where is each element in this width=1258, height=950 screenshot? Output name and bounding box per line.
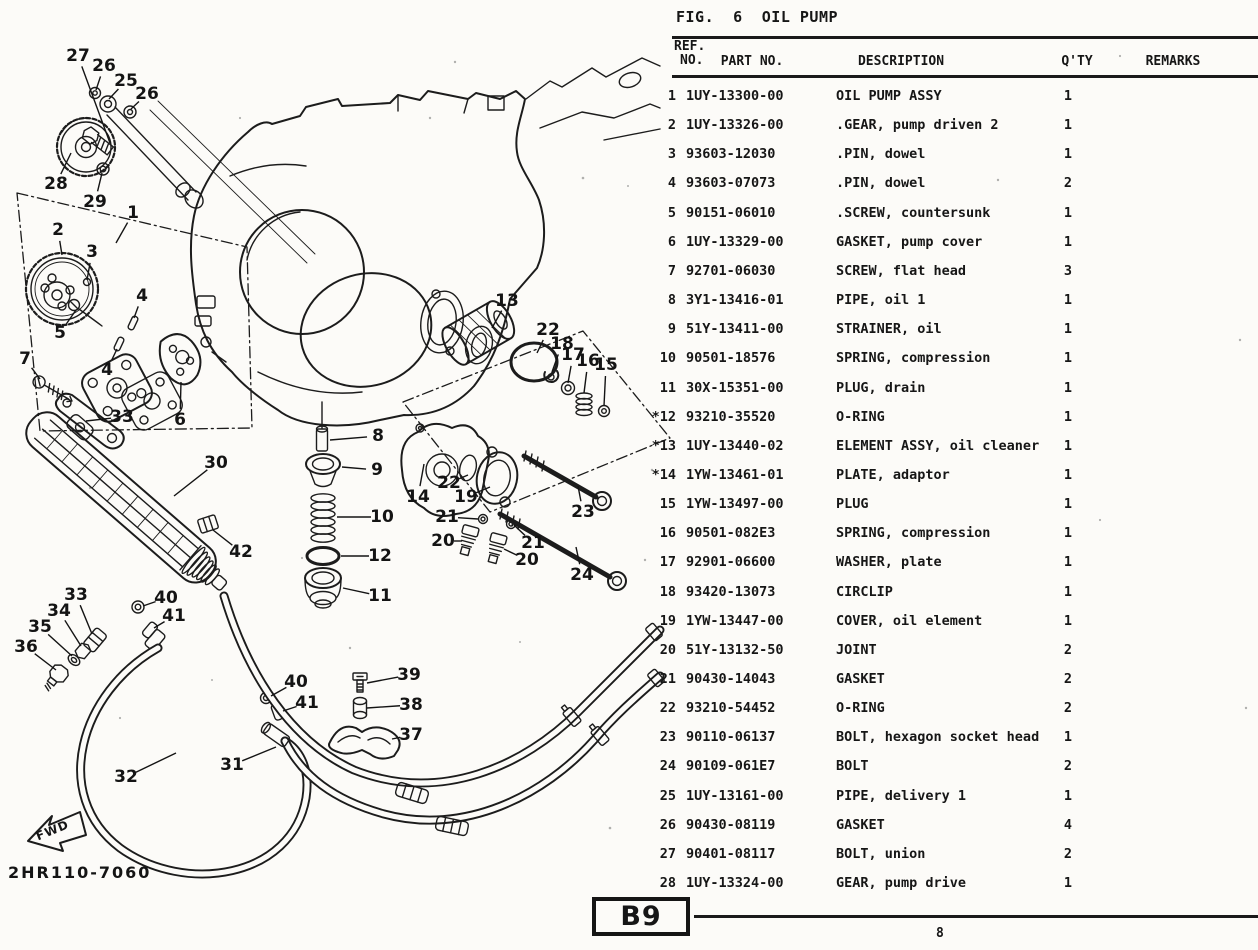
- callout-label: 34: [47, 601, 71, 621]
- table-row: [0, 175, 1258, 197]
- part-cell: 30X-15351-00: [686, 379, 784, 396]
- table-row: [0, 525, 1258, 547]
- qty-cell: 2: [1063, 671, 1073, 687]
- ref-cell: 19: [659, 612, 676, 629]
- callout-label: 36: [14, 637, 38, 657]
- qty-cell: 1: [1063, 554, 1073, 571]
- table-row: [0, 263, 1258, 285]
- ref-cell: 20: [659, 641, 676, 658]
- callout-label: 1: [127, 203, 139, 223]
- ref-cell: *14: [651, 466, 676, 483]
- ref-cell: *13: [651, 437, 676, 454]
- qty-cell: 1: [1063, 437, 1073, 454]
- ref-cell: 17: [659, 554, 676, 571]
- qty-cell: 1: [1063, 379, 1073, 396]
- table-row: [0, 146, 1258, 168]
- desc-cell: CIRCLIP: [836, 583, 893, 600]
- qty-cell: 1: [1063, 525, 1073, 542]
- callout-label: 12: [368, 546, 392, 566]
- desc-cell: .PIN, dowel: [836, 175, 926, 192]
- part-cell: 90401-08117: [686, 845, 776, 862]
- callout-label: 41: [295, 693, 319, 713]
- callout-label: 13: [495, 291, 519, 311]
- qty-cell: 3: [1063, 262, 1073, 279]
- part-cell: 51Y-13132-50: [686, 641, 784, 658]
- ref-cell: 24: [659, 758, 676, 775]
- callout-label: 22: [536, 320, 560, 340]
- qty-cell: 1: [1063, 875, 1073, 892]
- qty-cell: 1: [1063, 408, 1073, 425]
- table-row: [0, 758, 1258, 780]
- callout-label: 6: [174, 410, 186, 430]
- callout-label: 27: [66, 46, 90, 66]
- qty-cell: 4: [1063, 816, 1073, 833]
- qty-cell: 1: [1063, 729, 1073, 746]
- callout-label: 3: [86, 242, 98, 262]
- part-cell: 90501-082E3: [686, 525, 776, 542]
- part-cell: 90430-14043: [686, 671, 776, 687]
- part-cell: 1UY-13326-00: [686, 117, 784, 134]
- part-cell: 1YW-13447-00: [686, 612, 784, 629]
- ref-cell: 4: [667, 175, 676, 192]
- callout-label: 29: [83, 192, 107, 212]
- desc-cell: SCREW, flat head: [836, 262, 967, 279]
- table-row: [0, 321, 1258, 343]
- drawing-number: 2HR110-7060: [8, 863, 152, 882]
- section-badge: B9: [592, 897, 690, 936]
- part-cell: 93210-35520: [686, 408, 776, 425]
- part-cell: 1UY-13440-02: [686, 437, 784, 454]
- qty-cell: 1: [1063, 496, 1073, 513]
- part-cell: 93210-54452: [686, 700, 776, 717]
- ref-header-line1: REF.: [674, 39, 706, 54]
- callout-label: 9: [371, 460, 383, 480]
- table-row: [0, 438, 1258, 460]
- part-cell: 51Y-13411-00: [686, 321, 784, 338]
- desc-cell: ELEMENT ASSY, oil cleaner: [836, 437, 1040, 454]
- ref-cell: 2: [667, 117, 676, 134]
- part-cell: 90151-06010: [686, 204, 776, 221]
- callout-label: 18: [550, 334, 574, 354]
- part-cell: 90501-18576: [686, 350, 776, 367]
- callout-label: 28: [44, 174, 68, 194]
- desc-cell: OIL PUMP ASSY: [836, 88, 942, 104]
- ref-cell: 25: [659, 787, 676, 804]
- callout-label: 25: [114, 71, 138, 91]
- desc-cell: .SCREW, countersunk: [836, 204, 991, 221]
- qty-cell: 1: [1063, 612, 1073, 629]
- desc-cell: JOINT: [836, 641, 877, 658]
- qty-cell: 1: [1063, 350, 1073, 367]
- callout-label: 35: [28, 617, 52, 637]
- table-row: [0, 729, 1258, 751]
- qty-cell: 2: [1063, 758, 1073, 775]
- callout-label: 20: [515, 550, 539, 570]
- callout-label: 4: [136, 286, 148, 306]
- ref-cell: 26: [659, 816, 676, 833]
- qty-cell: 1: [1063, 146, 1073, 163]
- column-header-description: DESCRIPTION: [857, 54, 945, 69]
- table-row: [0, 292, 1258, 314]
- table-row: [0, 642, 1258, 664]
- table-row: [0, 875, 1258, 897]
- part-cell: 93420-13073: [686, 583, 776, 600]
- desc-cell: O-RING: [836, 700, 885, 717]
- desc-cell: .PIN, dowel: [836, 146, 926, 163]
- column-header-remarks: REMARKS: [1145, 54, 1201, 69]
- callout-label: 20: [431, 531, 455, 551]
- callout-label: 42: [229, 542, 253, 562]
- part-cell: 90110-06137: [686, 729, 776, 746]
- part-cell: 1UY-13161-00: [686, 787, 784, 804]
- desc-cell: BOLT, union: [836, 845, 926, 862]
- callout-label: 21: [521, 533, 545, 553]
- ref-cell: 21: [659, 671, 676, 687]
- ref-cell: 11: [659, 379, 676, 396]
- desc-cell: PLATE, adaptor: [836, 466, 950, 483]
- callout-label: 26: [92, 56, 116, 76]
- callout-label: 41: [162, 606, 186, 626]
- desc-cell: STRAINER, oil: [836, 321, 942, 338]
- callout-label: 2: [52, 220, 64, 240]
- table-row: [0, 584, 1258, 606]
- ref-cell: 10: [659, 350, 676, 367]
- callout-label: 19: [454, 487, 478, 507]
- ref-cell: *12: [651, 408, 676, 425]
- callout-label: 39: [397, 665, 421, 685]
- part-cell: 90430-08119: [686, 816, 776, 833]
- ref-cell: 7: [667, 262, 676, 279]
- table-row: [0, 846, 1258, 868]
- qty-cell: 1: [1063, 204, 1073, 221]
- part-cell: 1UY-13324-00: [686, 875, 784, 892]
- column-header-part: PART NO.: [720, 54, 784, 69]
- qty-cell: 1: [1063, 233, 1073, 250]
- ref-header-line2: NO.: [680, 53, 704, 68]
- callout-label: 33: [64, 585, 88, 605]
- ref-cell: 5: [667, 204, 676, 221]
- callout-label: 37: [399, 725, 423, 745]
- desc-cell: SPRING, compression: [836, 525, 991, 542]
- desc-cell: BOLT: [836, 758, 869, 775]
- part-cell: 93603-07073: [686, 175, 776, 192]
- part-cell: 93603-12030: [686, 146, 776, 163]
- table-row: [0, 613, 1258, 635]
- table-row: [0, 700, 1258, 722]
- callout-label: 22: [437, 473, 461, 493]
- desc-cell: COVER, oil element: [836, 612, 983, 629]
- desc-cell: PLUG: [836, 496, 869, 513]
- ref-cell: 9: [667, 321, 676, 338]
- table-row: [0, 350, 1258, 372]
- callout-label: 21: [435, 507, 459, 527]
- qty-cell: 1: [1063, 583, 1073, 600]
- qty-cell: 1: [1063, 466, 1073, 483]
- desc-cell: O-RING: [836, 408, 885, 425]
- ref-cell: 23: [659, 729, 676, 746]
- callout-label: 32: [114, 767, 138, 787]
- callout-label: 38: [399, 695, 423, 715]
- callout-label: 26: [135, 84, 159, 104]
- callout-label: 15: [594, 355, 618, 375]
- callout-label: 4: [101, 360, 113, 380]
- desc-cell: WASHER, plate: [836, 554, 942, 571]
- ref-cell: 8: [667, 292, 676, 309]
- qty-cell: 1: [1063, 321, 1073, 338]
- ref-cell: 1: [667, 88, 676, 104]
- part-cell: 1UY-13329-00: [686, 233, 784, 250]
- table-row: [0, 671, 1258, 693]
- desc-cell: .GEAR, pump driven 2: [836, 117, 999, 134]
- callout-label: 16: [576, 351, 600, 371]
- desc-cell: GASKET: [836, 816, 885, 833]
- qty-cell: 2: [1063, 700, 1073, 717]
- qty-cell: 2: [1063, 175, 1073, 192]
- ref-cell: 22: [659, 700, 676, 717]
- table-row: [0, 117, 1258, 139]
- qty-cell: 1: [1063, 292, 1073, 309]
- callout-label: 5: [54, 323, 66, 343]
- fwd-label: FWD: [33, 817, 72, 844]
- callout-label: 24: [570, 565, 594, 585]
- part-cell: 3Y1-13416-01: [686, 292, 784, 309]
- table-row: [0, 234, 1258, 256]
- callout-label: 8: [372, 426, 384, 446]
- qty-cell: 2: [1063, 641, 1073, 658]
- qty-cell: 1: [1063, 787, 1073, 804]
- callout-label: 17: [561, 345, 585, 365]
- column-header-qty: Q'TY: [1061, 54, 1093, 69]
- table-row: [0, 88, 1258, 110]
- part-cell: 1UY-13300-00: [686, 88, 784, 104]
- callout-label: 7: [19, 349, 31, 369]
- table-row: [0, 496, 1258, 518]
- part-cell: 90109-061E7: [686, 758, 776, 775]
- desc-cell: PLUG, drain: [836, 379, 926, 396]
- ref-cell: 28: [659, 875, 676, 892]
- desc-cell: GEAR, pump drive: [836, 875, 967, 892]
- table-row: [0, 205, 1258, 227]
- callout-label: 14: [406, 487, 430, 507]
- callout-label: 40: [284, 672, 308, 692]
- desc-cell: GASKET: [836, 671, 885, 687]
- qty-cell: 2: [1063, 845, 1073, 862]
- desc-cell: SPRING, compression: [836, 350, 991, 367]
- ref-cell: 16: [659, 525, 676, 542]
- ref-cell: 18: [659, 583, 676, 600]
- part-cell: 92901-06600: [686, 554, 776, 571]
- ref-cell: 15: [659, 496, 676, 513]
- page-number: 8: [936, 926, 944, 941]
- callout-label: 40: [154, 588, 178, 608]
- desc-cell: PIPE, delivery 1: [836, 787, 967, 804]
- table-row: [0, 817, 1258, 839]
- table-row: [0, 467, 1258, 489]
- ref-cell: 3: [667, 146, 676, 163]
- desc-cell: PIPE, oil 1: [836, 292, 926, 309]
- table-row: [0, 788, 1258, 810]
- callout-label: 31: [220, 755, 244, 775]
- footer-rule: [694, 915, 1258, 918]
- ref-cell: 6: [667, 233, 676, 250]
- callout-label: 30: [204, 453, 228, 473]
- desc-cell: GASKET, pump cover: [836, 233, 983, 250]
- part-cell: 1YW-13497-00: [686, 496, 784, 513]
- callout-label: 33: [110, 407, 134, 427]
- callout-label: 11: [368, 586, 392, 606]
- part-cell: 92701-06030: [686, 262, 776, 279]
- part-cell: 1YW-13461-01: [686, 466, 784, 483]
- callout-label: 10: [370, 507, 394, 527]
- table-row: [0, 380, 1258, 402]
- callout-label: 23: [571, 502, 595, 522]
- desc-cell: BOLT, hexagon socket head: [836, 729, 1040, 746]
- table-row: [0, 554, 1258, 576]
- table-row: [0, 409, 1258, 431]
- figure-title: FIG. 6 OIL PUMP: [676, 8, 839, 26]
- qty-cell: 1: [1063, 88, 1073, 104]
- ref-cell: 27: [659, 845, 676, 862]
- qty-cell: 1: [1063, 117, 1073, 134]
